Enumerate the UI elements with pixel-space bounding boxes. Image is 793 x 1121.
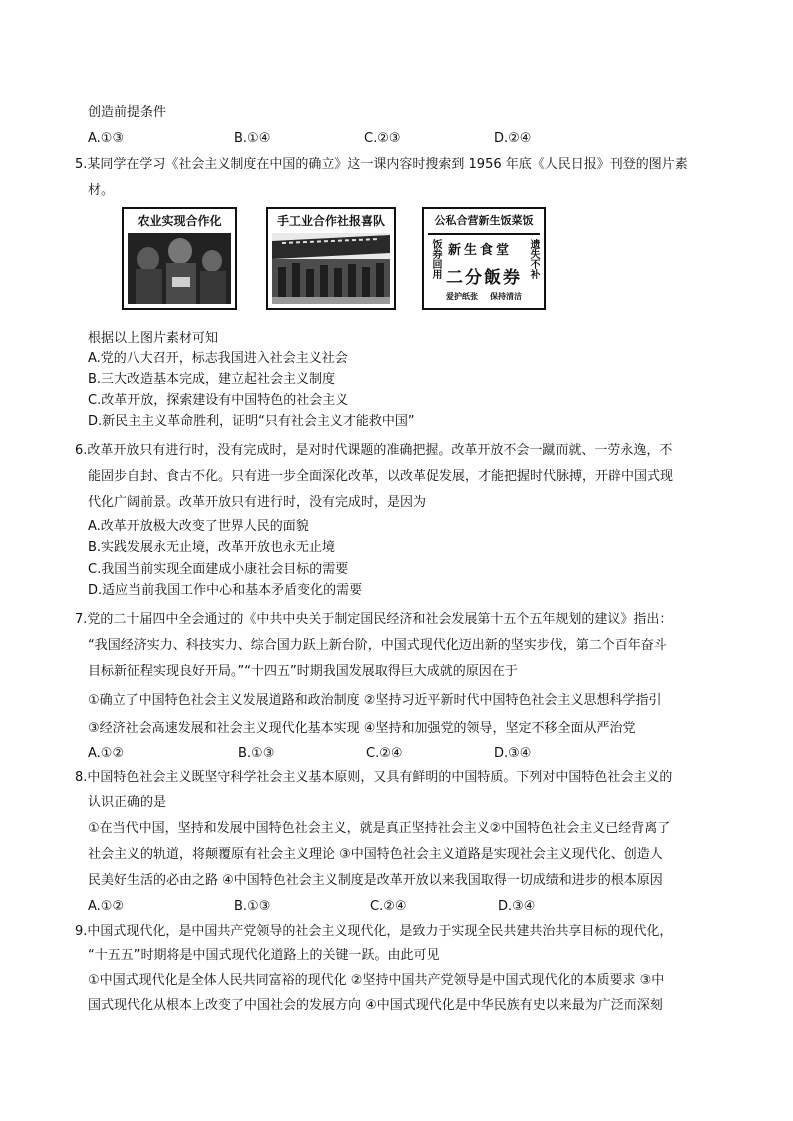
- q6-stem-line1: 6.改革开放只有进行时，没有完成时，是对时代课题的准确把握。改革开放不会一蹴而就、一劳永逸，不: [75, 443, 673, 458]
- q9-statements-line1: ①中国式现代化是全体人民共同富裕的现代化 ②坚持中国共产党领导是中国式现代化的本质要求 ③中: [88, 973, 665, 988]
- option-b[interactable]: B.①③: [234, 899, 271, 914]
- coupon-value: 二分飯券: [446, 268, 522, 288]
- q6-option-c[interactable]: C.我国当前实现全面建成小康社会目标的需要: [88, 562, 349, 577]
- q5-stem-line1: 5.某同学在学习《社会主义制度在中国的确立》这一课内容时搜索到 1956 年底《人民日报》刊登的图片素: [75, 157, 688, 172]
- q5-option-d[interactable]: D.新民主主义革命胜利，证明“只有社会主义才能救中国”: [88, 414, 415, 429]
- coupon-right-text: 遗失不补: [528, 239, 539, 279]
- coupon-note-2: 保持清洁: [490, 292, 522, 301]
- q7-statements-line2: ③经济社会高速发展和社会主义现代化基本实现 ④坚持和加强党的领导，坚定不移全面从严治党: [88, 721, 636, 736]
- q6-stem-line2: 能固步自封、食古不化。只有进一步全面深化改革，以改革促发展，才能把握时代脉搏，开辟中国式现: [88, 469, 674, 484]
- option-c[interactable]: C.②④: [370, 899, 407, 914]
- picture-caption: 农业实现合作化: [137, 214, 222, 228]
- photo-farmers: [128, 233, 231, 304]
- q8-stem-line1: 8.中国特色社会主义既坚守科学社会主义基本原则，又具有鲜明的中国特质。下列对中国特色社会主义的: [75, 770, 673, 785]
- q9-stem-line1: 9.中国式现代化，是中国共产党领导的社会主义现代化，是致力于实现全民共建共治共享目标的现代化，: [75, 924, 673, 939]
- q5-prompt: 根据以上图片素材可知: [88, 331, 219, 346]
- q5-stem-line2: 材。: [88, 183, 115, 198]
- q8-statements-line1: ①在当代中国，坚持和发展中国特色社会主义，就是真正坚持社会主义②中国特色社会主义已经背离了: [88, 821, 671, 836]
- option-d[interactable]: D.③④: [498, 899, 536, 914]
- q6-option-d[interactable]: D.适应当前我国工作中心和基本矛盾变化的需要: [88, 583, 363, 598]
- option-d[interactable]: D.③④: [494, 746, 532, 761]
- q7-stem-line3: 目标新征程实现良好开局。”“十四五”时期我国发展取得巨大成就的原因在于: [88, 664, 518, 679]
- coupon-left-text: 饭券回用: [430, 239, 441, 279]
- q6-option-a[interactable]: A.改革开放极大改变了世界人民的面貌: [88, 519, 309, 534]
- q9-stem-line2: “十五五”时期将是中国式现代化道路上的关键一跃。由此可见: [88, 948, 440, 963]
- q7-stem-line2: “我国经济实力、科技实力、综合国力跃上新台阶，中国式现代化迈出新的坚实步伐，第二个百年奋斗: [88, 638, 667, 653]
- q9-statements-line2: 国式现代化从根本上改变了中国社会的发展方向 ④中国式现代化是中华民族有史以来最为广泛而深刻: [88, 998, 663, 1013]
- picture-meal-coupon: [422, 207, 546, 310]
- coupon-canteen-name: 新生食堂: [448, 243, 513, 258]
- coupon-note-1: 爱护纸张: [446, 292, 478, 301]
- picture-caption: 公私合营新生饭菜饭: [434, 214, 534, 227]
- q7-stem-line1: 7.党的二十届四中全会通过的《中共中央关于制定国民经济和社会发展第十五个五年规划的建议》指出：: [75, 612, 673, 627]
- q4-stem-end: 创造前提条件: [88, 105, 167, 120]
- picture-agriculture-cooperation: [122, 207, 237, 310]
- option-c[interactable]: C.②③: [364, 131, 401, 146]
- q6-stem-line3: 代化广阔前景。改革开放只有进行时，没有完成时，是因为: [88, 495, 427, 510]
- option-d[interactable]: D.②④: [494, 131, 532, 146]
- option-b[interactable]: B.①④: [234, 131, 271, 146]
- q8-statements-line3: 民美好生活的必由之路 ④中国特色社会主义制度是改革开放以来我国取得一切成绩和进步的根本原因: [88, 873, 663, 888]
- coupon: [428, 233, 540, 304]
- q5-option-c[interactable]: C.改革开放，探索建设有中国特色的社会主义: [88, 393, 349, 408]
- option-c[interactable]: C.②④: [366, 746, 403, 761]
- option-b[interactable]: B.①③: [238, 746, 275, 761]
- option-a[interactable]: A.①③: [88, 131, 125, 146]
- option-a[interactable]: A.①②: [88, 746, 125, 761]
- q5-option-b[interactable]: B.三大改造基本完成，建立起社会主义制度: [88, 372, 336, 387]
- picture-handicraft-cooperative: [266, 207, 396, 310]
- option-a[interactable]: A.①②: [88, 899, 125, 914]
- q5-option-a[interactable]: A.党的八大召开，标志我国进入社会主义社会: [88, 351, 348, 366]
- q8-stem-line2: 认识正确的是: [88, 795, 167, 810]
- picture-caption: 手工业合作社报喜队: [276, 214, 385, 228]
- photo-parade: [272, 233, 390, 304]
- q8-statements-line2: 社会主义的轨道，将颠覆原有社会主义理论 ③中国特色社会主义道路是实现社会主义现代化、创造人: [88, 847, 663, 862]
- q6-option-b[interactable]: B.实践发展永无止境，改革开放也永无止境: [88, 540, 336, 555]
- q7-statements-line1: ①确立了中国特色社会主义发展道路和政治制度 ②坚持习近平新时代中国特色社会主义思想科学指引: [88, 693, 662, 708]
